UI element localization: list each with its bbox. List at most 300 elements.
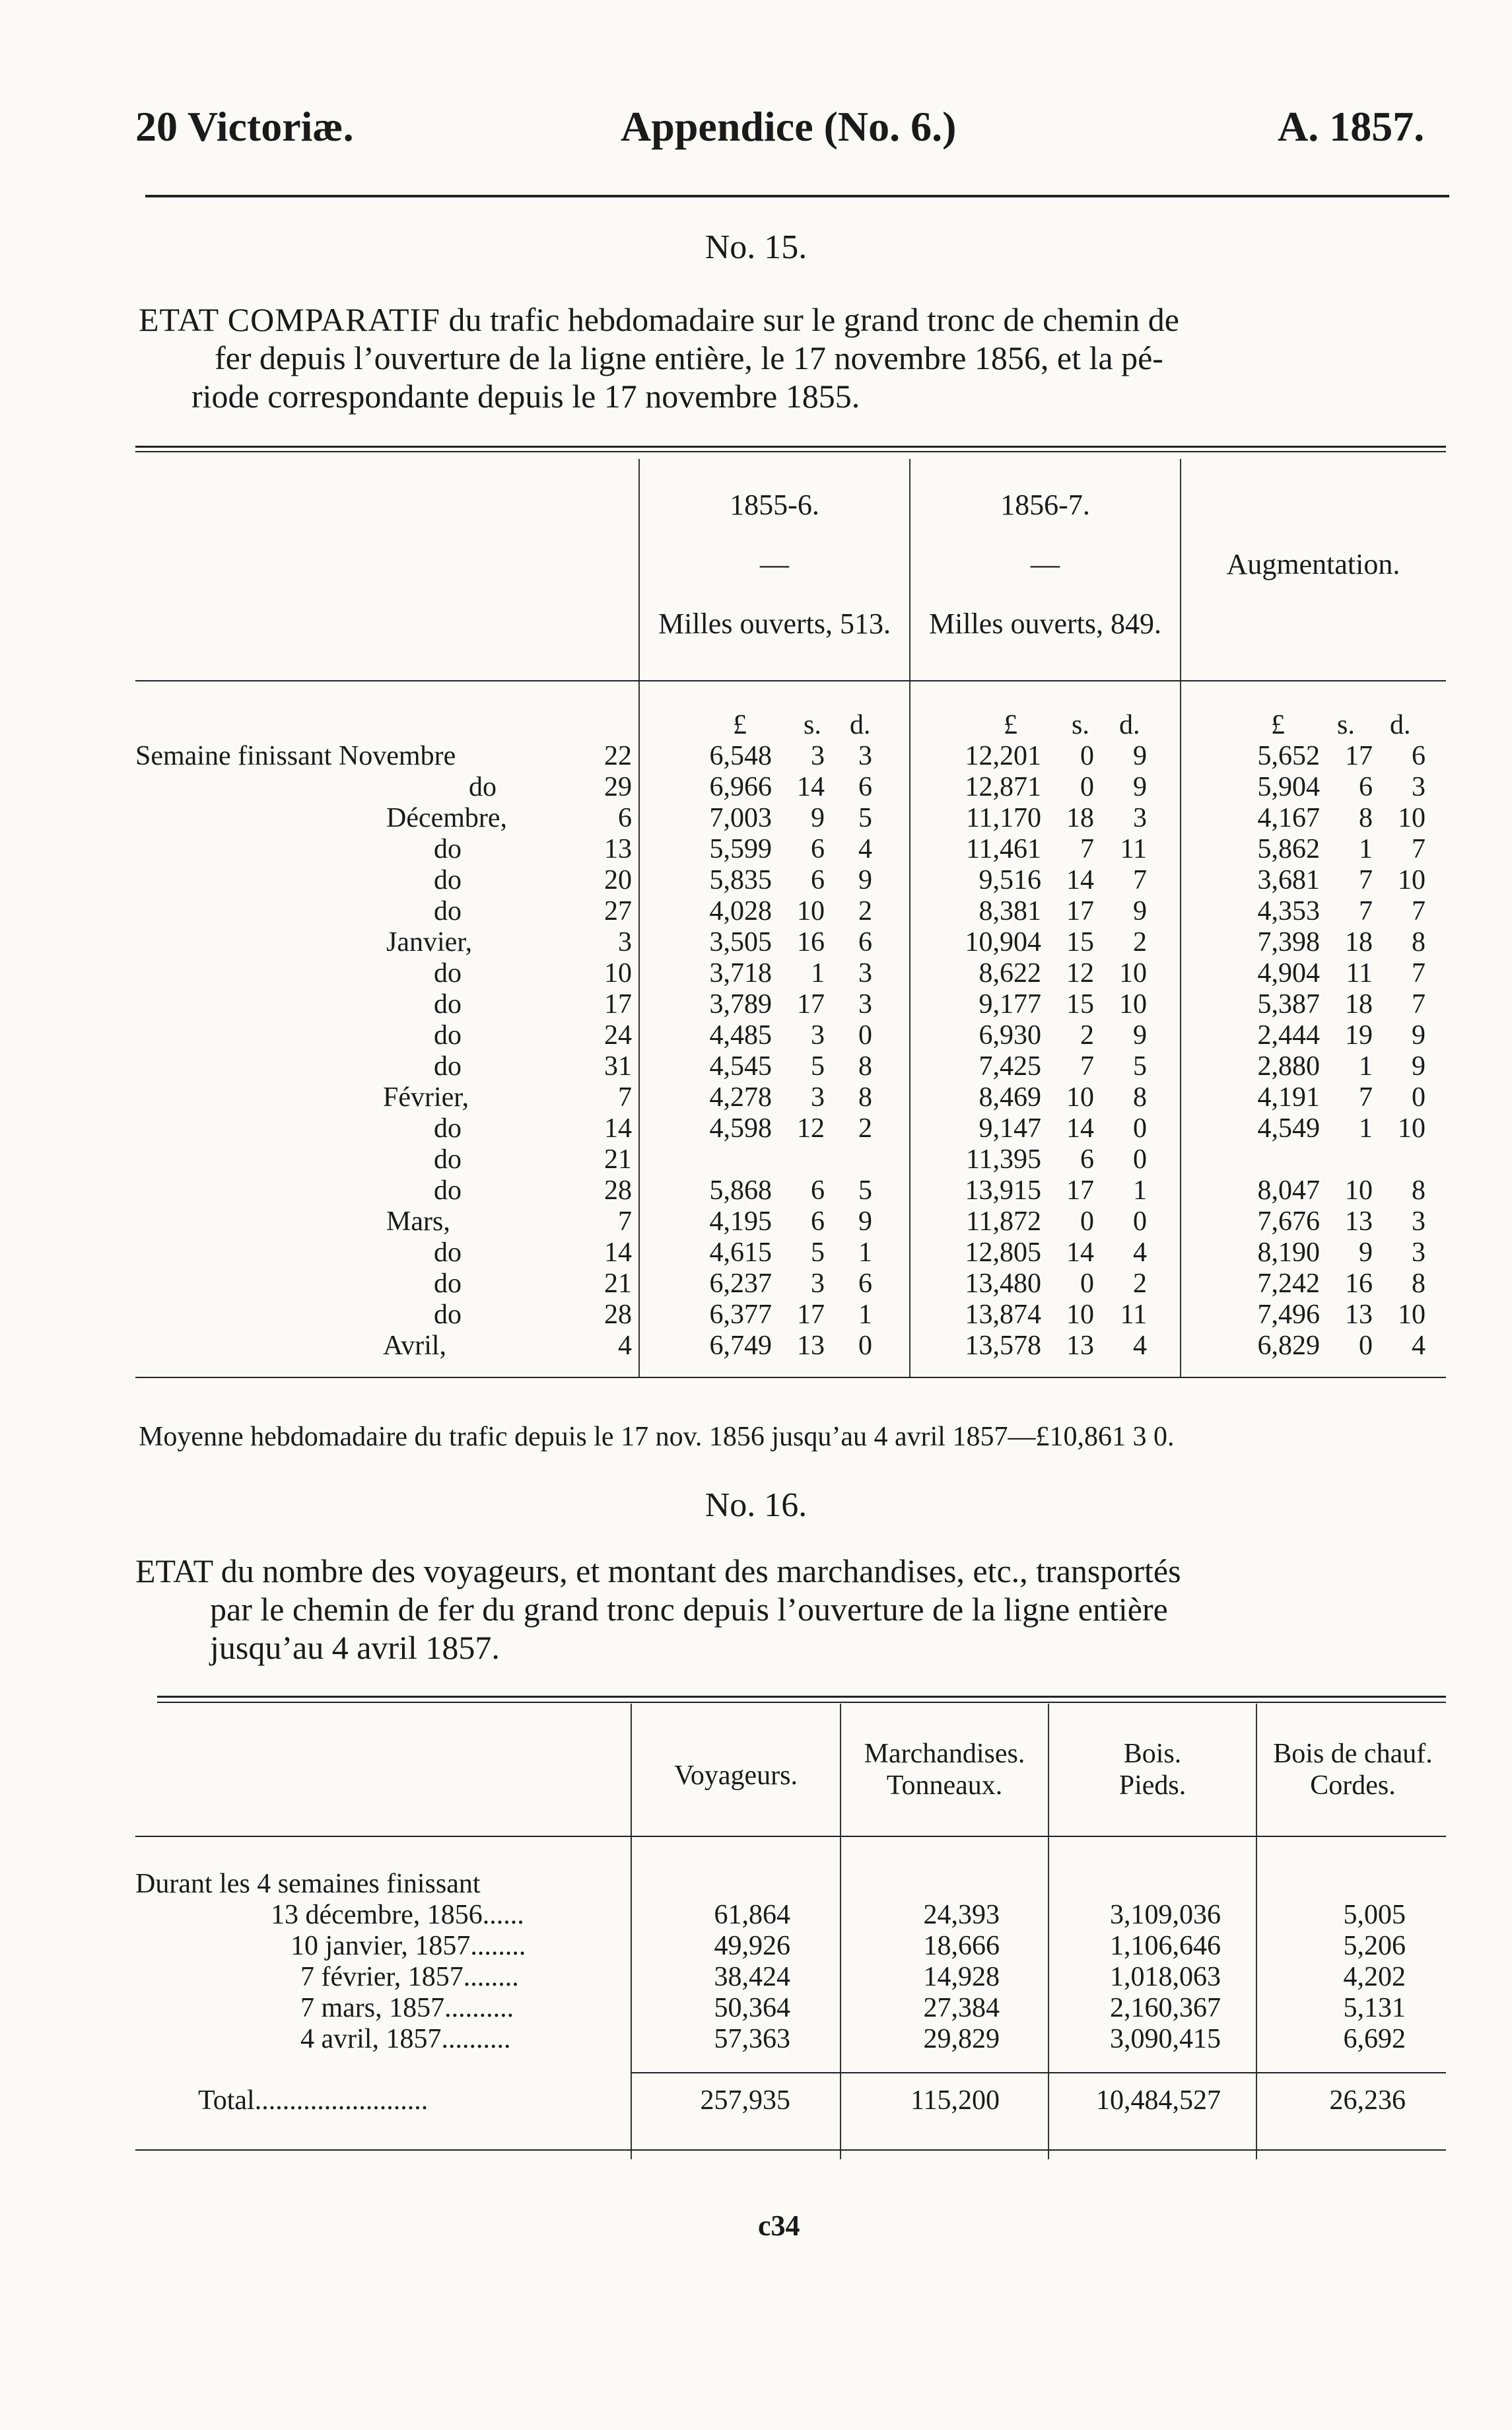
col1-pounds: 6,749 [709, 1331, 772, 1361]
col3-shillings: 19 [1345, 1020, 1373, 1051]
table-row [135, 1082, 1446, 1113]
col3-pence: 7 [1412, 834, 1426, 864]
col2-pence: 4 [1133, 1331, 1147, 1361]
units-row [135, 710, 1446, 741]
col3-pence: 8 [1412, 1268, 1426, 1299]
row-day: 17 [604, 989, 632, 1020]
col1-shillings: 9 [811, 803, 825, 833]
col2-pounds: 10,904 [965, 927, 1041, 957]
unit-d: d. [850, 710, 871, 740]
col3-pence: 7 [1412, 958, 1426, 989]
col2-pounds: 9,177 [979, 989, 1041, 1020]
col3-pence: 3 [1412, 1237, 1426, 1268]
table-row [135, 1237, 1446, 1268]
col3-pounds: 4,191 [1257, 1082, 1320, 1113]
col1-pounds: 4,278 [709, 1082, 772, 1113]
col1-pence: 9 [858, 1206, 872, 1237]
row-label: do [434, 1300, 462, 1330]
bois-value: 3,090,415 [1110, 2024, 1221, 2054]
col3-pounds: 7,496 [1257, 1300, 1320, 1330]
col2-shillings: 17 [1066, 896, 1094, 926]
col1-pounds: 6,966 [709, 772, 772, 802]
col1-pence: 5 [858, 1175, 872, 1206]
col2-shillings: 13 [1066, 1331, 1094, 1361]
col2-pounds: 13,578 [965, 1331, 1041, 1361]
row-day: 21 [604, 1268, 632, 1299]
voyageurs-value: 49,926 [714, 1931, 790, 1961]
table-row [135, 1331, 1446, 1362]
total-label: Total......................... [198, 2085, 429, 2116]
chauf-value: 5,005 [1343, 1900, 1406, 1930]
bois-value: 1,018,063 [1110, 1962, 1221, 1992]
col1-pence: 6 [858, 772, 872, 802]
col3-pence: 8 [1412, 927, 1426, 957]
col2-pounds: 11,461 [966, 834, 1041, 864]
col2-pounds: 8,381 [979, 896, 1041, 926]
col2-pounds: 12,871 [965, 772, 1041, 802]
col1-year: 1855-6. [730, 489, 819, 521]
row-label: do [469, 772, 497, 802]
unit-pound: £ [733, 710, 747, 740]
col3-shillings: 1 [1359, 834, 1373, 864]
col1-pounds: 4,545 [709, 1051, 772, 1082]
col1-pence: 2 [858, 1113, 872, 1144]
col3-shillings: 18 [1345, 989, 1373, 1020]
row-day: 28 [604, 1175, 632, 1206]
col2-pence: 4 [1133, 1237, 1147, 1268]
row-label: do [434, 958, 462, 989]
table-row [135, 1993, 1446, 2024]
col1-shillings: 3 [811, 1020, 825, 1051]
col3-pounds: 5,387 [1257, 989, 1320, 1020]
section15-number: No. 15. [704, 228, 808, 266]
row-day: 27 [604, 896, 632, 926]
unit-pound: £ [1004, 710, 1017, 740]
col3-shillings: 13 [1345, 1206, 1373, 1237]
section15-lead: ETAT COMPARATIF [139, 301, 440, 338]
voyageurs-value: 38,424 [714, 1962, 790, 1992]
col3-pounds: 8,047 [1257, 1175, 1320, 1206]
header-right: A. 1857. [1278, 103, 1425, 150]
col2-shillings: 18 [1066, 803, 1094, 833]
col2-pounds: 13,915 [965, 1175, 1041, 1206]
marchandises-value: 24,393 [923, 1900, 1000, 1930]
row-label: Décembre, [386, 803, 508, 833]
col1-shillings: 6 [811, 834, 825, 864]
col3-pence: 10 [1398, 865, 1426, 895]
col3-shillings: 18 [1345, 927, 1373, 957]
col2-shillings: 14 [1066, 1113, 1094, 1144]
col1-shillings: 1 [811, 958, 825, 989]
col2-pence: 0 [1133, 1144, 1147, 1175]
col1-pounds: 6,548 [709, 741, 772, 771]
col1-pence: 8 [858, 1051, 872, 1082]
chauf-value: 5,131 [1343, 1993, 1406, 2023]
row-label: do [434, 896, 462, 926]
row-day: 28 [604, 1300, 632, 1330]
table-row [135, 741, 1446, 772]
col3-shillings: 11 [1346, 958, 1373, 989]
period-label: 4 avril, 1857.......... [300, 2024, 511, 2054]
row-label: Avril, [383, 1331, 447, 1361]
intro-row [135, 1869, 1446, 1900]
head-bois1: Bois. [1123, 1739, 1182, 1769]
col1-pounds: 4,028 [709, 896, 772, 926]
section16-title [135, 1552, 1181, 1590]
col1-shillings: 12 [797, 1113, 825, 1144]
col2-pounds: 11,872 [966, 1206, 1041, 1237]
col1-pounds: 6,377 [709, 1300, 772, 1330]
unit-s: s. [1072, 710, 1089, 740]
row-day: 3 [618, 927, 632, 957]
col2-dash: — [1031, 548, 1060, 580]
col3-shillings: 9 [1359, 1237, 1373, 1268]
table1-head-rule [135, 680, 1446, 681]
col2-shillings: 14 [1066, 865, 1094, 895]
row-day: 7 [618, 1082, 632, 1113]
col3-pence: 7 [1412, 989, 1426, 1020]
chauf-value: 5,206 [1343, 1931, 1406, 1961]
col1-pence: 4 [858, 834, 872, 864]
col3-pounds: 3,681 [1257, 865, 1320, 895]
col1-pounds: 5,868 [709, 1175, 772, 1206]
col3-shillings: 1 [1359, 1051, 1373, 1082]
table-row [135, 865, 1446, 896]
col2-pounds: 6,930 [979, 1020, 1041, 1051]
row-label: do [434, 834, 462, 864]
section15-title [139, 300, 1453, 339]
table-row [135, 958, 1446, 989]
table-row [135, 1175, 1446, 1206]
unit-d: d. [1119, 710, 1140, 740]
col2-shillings: 7 [1080, 1051, 1094, 1082]
col1-pounds: 3,718 [709, 958, 772, 989]
total-voyageurs: 257,935 [700, 2085, 790, 2116]
table2-bottom-rule [135, 2149, 1446, 2151]
col2-shillings: 6 [1080, 1144, 1094, 1175]
col1-shillings: 5 [811, 1051, 825, 1082]
section16-line2: par le chemin de fer du grand tronc depuis l’ouverture de la ligne entière [210, 1591, 1168, 1628]
period-label: 7 février, 1857........ [300, 1962, 519, 1992]
bois-value: 2,160,367 [1110, 1993, 1221, 2023]
table2-top-rule [157, 1696, 1446, 1698]
col2-pence: 9 [1133, 772, 1147, 802]
section15-line3: riode correspondante depuis le 17 novembre 1855. [191, 378, 860, 415]
col3-pounds: 7,676 [1257, 1206, 1320, 1237]
col1-pounds: 5,599 [709, 834, 772, 864]
col2-shillings: 0 [1080, 1268, 1094, 1299]
col2-shillings: 17 [1066, 1175, 1094, 1206]
col1-pounds: 6,237 [709, 1268, 772, 1299]
col3-shillings: 7 [1359, 896, 1373, 926]
col2-pounds: 9,516 [979, 865, 1041, 895]
col3-pounds: 2,444 [1257, 1020, 1320, 1051]
table2-top-rule2 [157, 1702, 1446, 1703]
col2-pence: 9 [1133, 896, 1147, 926]
period-label: 10 janvier, 1857........ [291, 1931, 526, 1961]
row-label: Janvier, [386, 927, 473, 957]
table-row [135, 1268, 1446, 1300]
col3-pence: 4 [1412, 1331, 1426, 1361]
voyageurs-value: 61,864 [714, 1900, 790, 1930]
table1-bottom-rule [135, 1377, 1446, 1378]
table-row [135, 927, 1446, 958]
col2-pounds: 12,201 [965, 741, 1041, 771]
col1-pence: 8 [858, 1082, 872, 1113]
table-row [135, 1300, 1446, 1331]
col3-pounds: 5,904 [1257, 772, 1320, 802]
header-rule [145, 195, 1449, 197]
col2-pounds: 7,425 [979, 1051, 1041, 1082]
col3-pence: 10 [1398, 803, 1426, 833]
col1-pence: 0 [858, 1020, 872, 1051]
average-line: Moyenne hebdomadaire du trafic depuis le 17 nov. 1856 jusqu’au 4 avril 1857—£10,861 3 0. [139, 1422, 1175, 1452]
col2-shillings: 7 [1080, 834, 1094, 864]
table-row [135, 1113, 1446, 1144]
col2-shillings: 15 [1066, 927, 1094, 957]
col2-pence: 11 [1120, 834, 1147, 864]
col2-sub: Milles ouverts, 849. [929, 608, 1161, 640]
unit-pound: £ [1271, 710, 1285, 740]
col3-shillings: 10 [1345, 1175, 1373, 1206]
col1-shillings: 13 [797, 1331, 825, 1361]
col1-shillings: 6 [811, 1175, 825, 1206]
col2-shillings: 0 [1080, 741, 1094, 771]
col1-pounds: 4,598 [709, 1113, 772, 1144]
col3-pounds: 8,190 [1257, 1237, 1320, 1268]
col2-shillings: 12 [1066, 958, 1094, 989]
col2-pounds: 11,395 [966, 1144, 1041, 1175]
col3-pence: 8 [1412, 1175, 1426, 1206]
col3-pounds: 4,353 [1257, 896, 1320, 926]
col1-shillings: 16 [797, 927, 825, 957]
col2-shillings: 15 [1066, 989, 1094, 1020]
col1-pounds: 7,003 [709, 803, 772, 833]
col1-pence: 3 [858, 989, 872, 1020]
col1-shillings: 5 [811, 1237, 825, 1268]
col2-shillings: 0 [1080, 772, 1094, 802]
head-chauf2: Cordes. [1310, 1770, 1396, 1801]
unit-s: s. [1337, 710, 1355, 740]
unit-s: s. [804, 710, 821, 740]
col3-pence: 10 [1398, 1300, 1426, 1330]
section16-line3: jusqu’au 4 avril 1857. [210, 1629, 500, 1666]
table-row [135, 803, 1446, 834]
table-row [135, 1962, 1446, 1993]
voyageurs-value: 50,364 [714, 1993, 790, 2023]
row-day: 14 [604, 1237, 632, 1268]
col3-pence: 9 [1412, 1051, 1426, 1082]
col2-pounds: 12,805 [965, 1237, 1041, 1268]
col2-pence: 8 [1133, 1082, 1147, 1113]
col2-pence: 10 [1119, 958, 1147, 989]
col3-pence: 10 [1398, 1113, 1426, 1144]
row-day: 14 [604, 1113, 632, 1144]
col2-pence: 10 [1119, 989, 1147, 1020]
col2-shillings: 10 [1066, 1300, 1094, 1330]
col2-pence: 1 [1133, 1175, 1147, 1206]
traffic-table [135, 459, 1446, 1397]
bois-value: 3,109,036 [1110, 1900, 1221, 1930]
row-label: do [434, 1175, 462, 1206]
col3-shillings: 8 [1359, 803, 1373, 833]
col1-shillings: 6 [811, 865, 825, 895]
head-chauf1: Bois de chauf. [1273, 1739, 1433, 1769]
col3-shillings: 7 [1359, 865, 1373, 895]
col2-pence: 9 [1133, 741, 1147, 771]
table-row [135, 989, 1446, 1020]
row-day: 10 [604, 958, 632, 989]
voyageurs-value: 57,363 [714, 2024, 790, 2054]
table-row [135, 1144, 1446, 1175]
col2-pence: 5 [1133, 1051, 1147, 1082]
col2-shillings: 2 [1080, 1020, 1094, 1051]
col1-shillings: 10 [797, 896, 825, 926]
chauf-value: 6,692 [1343, 2024, 1406, 2054]
table-row [135, 1051, 1446, 1082]
row-day: 31 [604, 1051, 632, 1082]
table-row [135, 834, 1446, 865]
row-label: do [434, 989, 462, 1020]
col2-pence: 2 [1133, 927, 1147, 957]
row-label: do [434, 1144, 462, 1175]
col1-pence: 3 [858, 741, 872, 771]
signature-mark: c34 [758, 2209, 800, 2242]
section15-line2: fer depuis l’ouverture de la ligne entière, le 17 novembre 1856, et la pé- [215, 339, 1163, 376]
total-chauf: 26,236 [1329, 2085, 1406, 2116]
col2-pence: 9 [1133, 1020, 1147, 1051]
col3-shillings: 7 [1359, 1082, 1373, 1113]
col2-year: 1856-7. [1000, 489, 1090, 521]
row-day: 21 [604, 1144, 632, 1175]
marchandises-value: 29,829 [923, 2024, 1000, 2054]
period-label: 7 mars, 1857.......... [300, 1993, 514, 2023]
col3-pounds: 4,549 [1257, 1113, 1320, 1144]
marchandises-value: 14,928 [923, 1962, 1000, 1992]
head-bois2: Pieds. [1118, 1770, 1186, 1801]
col1-shillings: 3 [811, 741, 825, 771]
col1-shillings: 3 [811, 1268, 825, 1299]
col3-pence: 6 [1412, 741, 1426, 771]
col2-pence: 0 [1133, 1113, 1147, 1144]
row-day: 24 [604, 1020, 632, 1051]
col2-shillings: 10 [1066, 1082, 1094, 1113]
col1-pounds: 5,835 [709, 865, 772, 895]
section16-number: No. 16. [704, 1486, 808, 1524]
row-label: do [434, 865, 462, 895]
header-center: Appendice (No. 6.) [621, 103, 957, 150]
col3-pounds: 5,862 [1257, 834, 1320, 864]
col3-pence: 7 [1412, 896, 1426, 926]
col1-shillings: 14 [797, 772, 825, 802]
col3-pence: 0 [1412, 1082, 1426, 1113]
table-row [135, 1931, 1446, 1962]
table1-top-rule [135, 446, 1446, 448]
col1-pence: 6 [858, 927, 872, 957]
col3-pounds: 4,904 [1257, 958, 1320, 989]
section15-line1: du trafic hebdomadaire sur le grand tronc de chemin de [448, 301, 1179, 338]
table-row [135, 1020, 1446, 1051]
col2-shillings: 0 [1080, 1206, 1094, 1237]
intro-label: Durant les 4 semaines finissant [135, 1869, 481, 1899]
col1-pence: 0 [858, 1331, 872, 1361]
col3-pence: 3 [1412, 1206, 1426, 1237]
col1-shillings: 6 [811, 1206, 825, 1237]
table-row [135, 896, 1446, 927]
col3-shillings: 17 [1345, 741, 1373, 771]
col1-pounds: 4,615 [709, 1237, 772, 1268]
chauf-value: 4,202 [1343, 1962, 1406, 1992]
col2-pence: 11 [1120, 1300, 1147, 1330]
col2-shillings: 14 [1066, 1237, 1094, 1268]
volume-table [135, 1704, 1446, 2166]
col3-pounds: 6,829 [1257, 1331, 1320, 1361]
row-label: do [434, 1113, 462, 1144]
col3-head: Augmentation. [1226, 548, 1400, 580]
col3-pounds: 7,242 [1257, 1268, 1320, 1299]
total-marchandises: 115,200 [911, 2085, 1000, 2116]
col2-pence: 7 [1133, 865, 1147, 895]
table-row [135, 1900, 1446, 1931]
col2-pounds: 8,622 [979, 958, 1041, 989]
section16-lead: ETAT [135, 1552, 213, 1589]
col3-pounds: 7,398 [1257, 927, 1320, 957]
col3-shillings: 1 [1359, 1113, 1373, 1144]
row-day: 29 [604, 772, 632, 802]
total-row [135, 2085, 1446, 2116]
col3-shillings: 16 [1345, 1268, 1373, 1299]
row-day: 4 [618, 1331, 632, 1361]
col2-pounds: 13,480 [965, 1268, 1041, 1299]
row-label: Février, [383, 1082, 469, 1113]
col1-pence: 1 [858, 1237, 872, 1268]
table-row [135, 772, 1446, 803]
table1-top-rule2 [135, 451, 1446, 452]
col3-shillings: 13 [1345, 1300, 1373, 1330]
head-march1: Marchandises. [864, 1739, 1025, 1769]
col1-shillings: 3 [811, 1082, 825, 1113]
row-day: 22 [604, 741, 632, 771]
table-row [135, 2024, 1446, 2055]
col3-pence: 9 [1412, 1020, 1426, 1051]
row-day: 6 [618, 803, 632, 833]
period-label: 13 décembre, 1856...... [271, 1900, 524, 1930]
table-row [135, 1206, 1446, 1237]
row-label: Semaine finissant Novembre [135, 741, 456, 771]
total-bois: 10,484,527 [1096, 2085, 1221, 2116]
col1-pence: 6 [858, 1268, 872, 1299]
col1-pence: 5 [858, 803, 872, 833]
head-march2: Tonneaux. [886, 1770, 1003, 1801]
unit-d: d. [1390, 710, 1411, 740]
row-day: 20 [604, 865, 632, 895]
col1-pounds: 3,505 [709, 927, 772, 957]
col1-pounds: 3,789 [709, 989, 772, 1020]
row-label: do [434, 1051, 462, 1082]
col1-pence: 2 [858, 896, 872, 926]
table2-total-rule [631, 2072, 1446, 2073]
col1-shillings: 17 [797, 1300, 825, 1330]
col2-pence: 3 [1133, 803, 1147, 833]
col2-pounds: 11,170 [966, 803, 1041, 833]
col3-pounds: 4,167 [1257, 803, 1320, 833]
col1-pounds: 4,485 [709, 1020, 772, 1051]
row-label: Mars, [386, 1206, 450, 1237]
col2-pence: 0 [1133, 1206, 1147, 1237]
col3-shillings: 6 [1359, 772, 1373, 802]
col1-pounds: 4,195 [709, 1206, 772, 1237]
col1-pence: 3 [858, 958, 872, 989]
